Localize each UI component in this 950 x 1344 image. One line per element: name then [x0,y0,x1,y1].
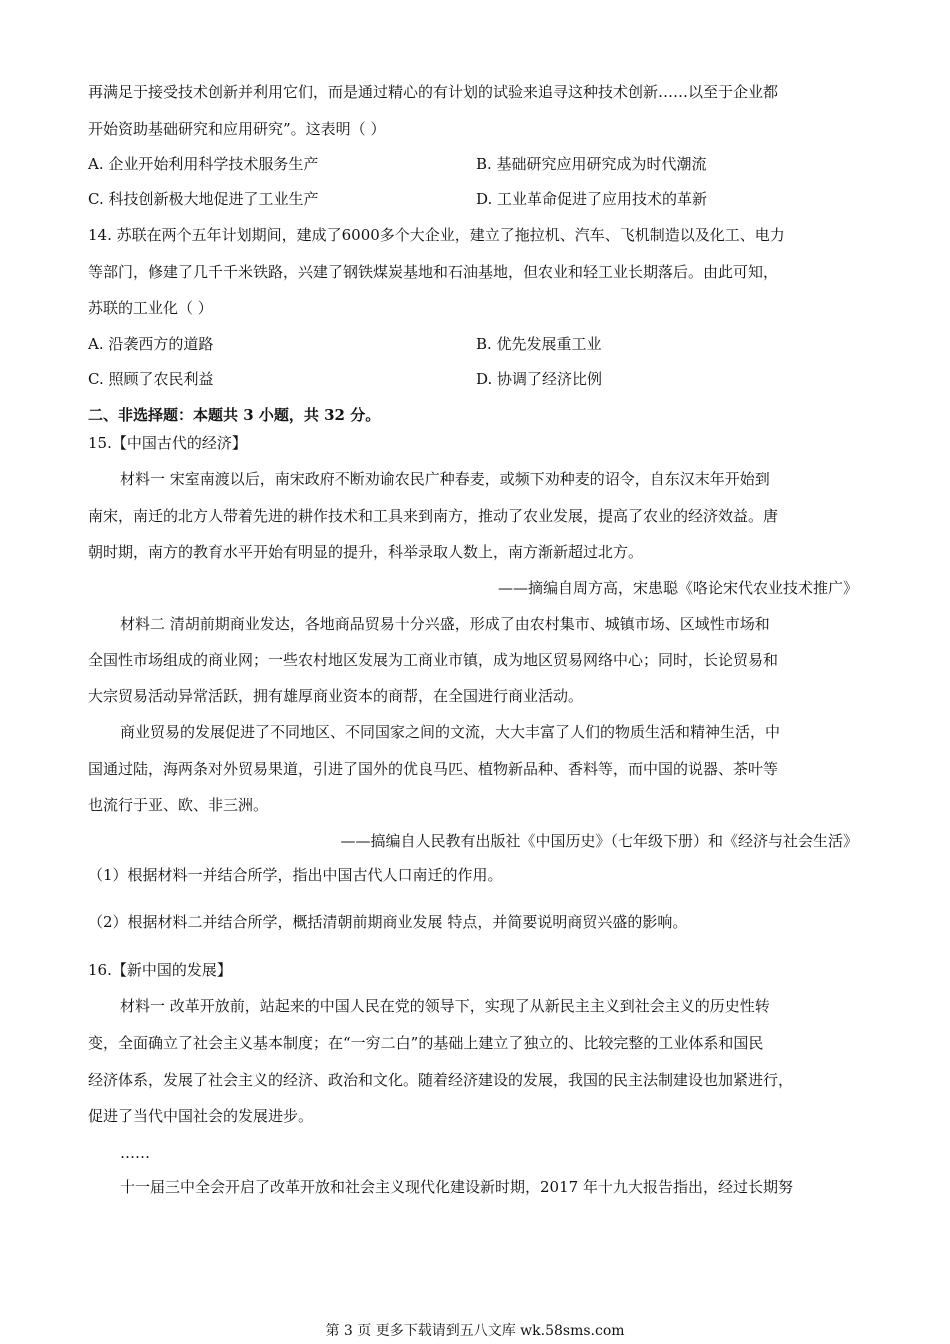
q16-material1-line2: 变，全面确立了社会主义基本制度；在“一穷二白”的基础上建立了独立的、比较完整的工业体系和国民 [88,1034,764,1052]
q13-stem-line2: 开始资助基础研究和应用研究”。这表明（ ） [88,120,386,138]
q15-material2-line2: 全国性市场组成的商业网；一些农村地区发展为工商业市镇，成为地区贸易网络中心；同时，长论贸易和 [88,651,779,669]
q13-option-b: B. 基础研究应用研究成为时代潮流 [476,155,707,173]
q15-material2-line5: 国通过陆，海两条对外贸易果道，引进了国外的优良马匹、植物新品种、香料等，而中国的说器、茶叶等 [88,760,779,778]
q16-material1-line4: 促进了当代中国社会的发展进步。 [88,1107,314,1125]
q16-ellipsis: …… [120,1144,150,1162]
q14-option-b: B. 优先发展重工业 [476,335,602,353]
q13-stem-line1: 再满足于接受技术创新并利用它们，而是通过精心的有计划的试验来追寻这种技术创新……以至于企业都 [88,83,779,101]
q16-material1-line1: 材料一 改革开放前，站起来的中国人民在党的领导下，实现了从新民主主义到社会主义的历史性转 [120,997,770,1015]
q14-option-c: C. 照顾了农民利益 [88,370,214,388]
q15-material2-source: ——搞编自人民教有出版社《中国历史》（七年级下册）和《经济与社会生活》 [340,832,858,850]
q15-material2-line1: 材料二 清胡前期商业发达，各地商品贸易十分兴盛，形成了由农村集市、城镇市场、区域性市场和 [120,615,770,633]
q15-subquestion1: （1）根据材料一并结合所学，指出中国古代人口南迁的作用。 [88,866,503,884]
q15-material1-source: ——摘编自周方高，宋患聪《咯论宋代农业技术推广》 [497,579,858,597]
q15-material1-line1: 材料一 宋室南渡以后，南宋政府不断劝谕农民广种春麦，或频下劝种麦的诏令，自东汉末年开始到 [120,470,770,488]
q15-material2-line4: 商业贸易的发展促进了不同地区、不同国家之间的文流，大大丰富了人们的物质生活和精神生活，中 [120,723,781,741]
q13-option-a: A. 企业开始利用科学技术服务生产 [88,155,319,173]
q16-material1-line5: 十一届三中全会开启了改革开放和社会主义现代化建设新时期，2017 年十九大报告指出，经过长期努 [120,1178,793,1196]
section2-heading: 二、非选择题：本题共 3 小题，共 32 分。 [88,406,381,424]
q15-material2-line3: 大宗贸易活动异常活跃，拥有雄厚商业资本的商帮，在全国进行商业活动。 [88,687,584,705]
q15-material2-line6: 也流行于亚、欧、非三洲。 [88,796,269,814]
q16-title: 16.【新中国的发展】 [88,961,232,979]
q15-material1-line3: 朝时期，南方的教育水平开始有明显的提升，科举录取人数上，南方渐新超过北方。 [88,543,644,561]
q15-subquestion2: （2）根据材料二并结合所学，概括清朝前期商业发展 特点，并简要说明商贸兴盛的影响。 [88,913,688,931]
q13-option-c: C. 科技创新极大地促进了工业生产 [88,190,319,208]
q13-option-d: D. 工业革命促进了应用技术的革新 [476,190,708,208]
q14-stem-line3: 苏联的工业化（ ） [88,299,213,317]
q14-option-a: A. 沿袭西方的道路 [88,335,214,353]
page-footer: 第 3 页 更多下载请到五八文库 wk.58sms.com [325,1323,625,1339]
q14-stem-line1: 14. 苏联在两个五年计划期间，建成了6000多个大企业，建立了拖拉机、汽车、飞机制造以及化工、电力 [88,226,785,244]
q14-option-d: D. 协调了经济比例 [476,370,603,388]
q15-material1-line2: 南宋，南迁的北方人带着先进的耕作技术和工具来到南方，推动了农业发展，提高了农业的经济效益。唐 [88,507,779,525]
q15-title: 15.【中国古代的经济】 [88,434,247,452]
q14-stem-line2: 等部门，修建了几千千米铁路，兴建了钢铁煤炭基地和石油基地，但农业和轻工业长期落后。由此可知， [88,263,779,281]
q16-material1-line3: 经济体系，发展了社会主义的经济、政治和文化。随着经济建设的发展，我国的民主法制建设也加紧进行， [88,1071,794,1089]
